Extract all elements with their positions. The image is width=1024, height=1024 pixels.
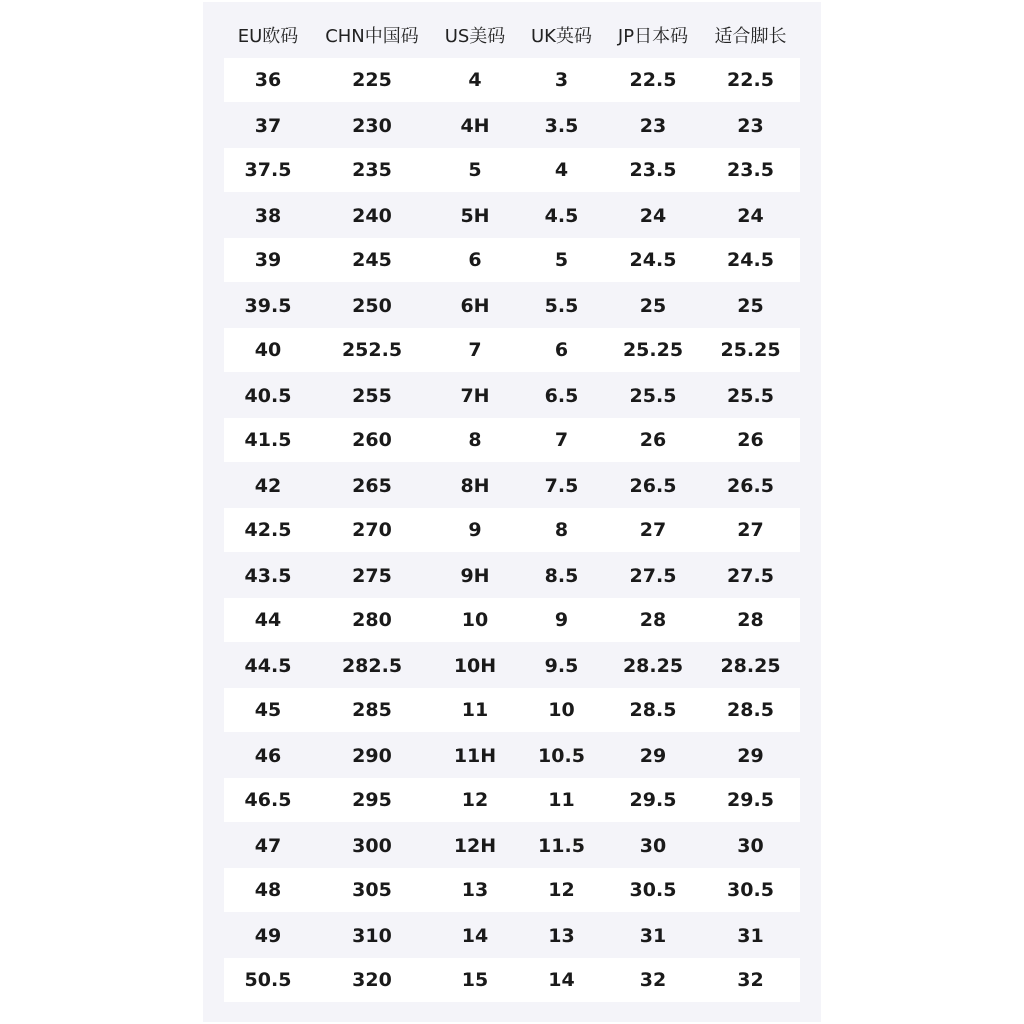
foot-length-cell: 32 — [737, 969, 764, 991]
jp-size-cell: 28.5 — [629, 699, 677, 721]
us-size-cell: 7H — [460, 384, 490, 407]
chn-size-cell: 305 — [352, 879, 392, 901]
chn-size-cell: 235 — [352, 159, 392, 181]
uk-size-cell: 10 — [548, 699, 575, 721]
jp-size-cell: 23 — [639, 114, 667, 137]
chn-size-cell: 230 — [352, 114, 392, 137]
size-chart-panel — [203, 2, 821, 1022]
jp-size-cell: 27.5 — [629, 564, 677, 587]
header-jp: JP日本码 — [617, 26, 689, 47]
chn-size-cell: 270 — [352, 519, 392, 541]
foot-length-cell: 22.5 — [727, 69, 774, 91]
us-size-cell: 10H — [453, 654, 497, 677]
us-size-cell: 6 — [468, 249, 482, 271]
eu-size-cell: 39.5 — [244, 294, 292, 317]
foot-length-cell: 31 — [737, 924, 764, 947]
table-row — [224, 373, 800, 418]
uk-size-cell: 5 — [554, 249, 569, 271]
foot-length-cell: 25.5 — [727, 384, 774, 407]
uk-size-cell: 10.5 — [538, 744, 585, 767]
foot-length-cell: 23 — [737, 114, 764, 137]
jp-size-cell: 24.5 — [629, 249, 677, 271]
us-size-cell: 4 — [468, 69, 482, 91]
table-row — [224, 148, 800, 192]
uk-size-cell: 8 — [554, 519, 569, 541]
table-row — [224, 103, 800, 148]
eu-size-cell: 47 — [254, 834, 282, 857]
chn-size-cell: 250 — [352, 294, 392, 317]
foot-length-cell: 24 — [737, 204, 764, 227]
table-row — [224, 778, 800, 822]
foot-length-cell: 30 — [737, 834, 764, 857]
jp-size-cell: 29.5 — [629, 789, 677, 811]
uk-size-cell: 9 — [554, 609, 569, 631]
foot-length-cell: 23.5 — [727, 159, 774, 181]
foot-length-cell: 30.5 — [727, 879, 774, 901]
table-row — [224, 598, 800, 642]
foot-length-cell: 29.5 — [727, 789, 774, 811]
jp-size-cell: 22.5 — [629, 69, 677, 91]
jp-size-cell: 25 — [639, 294, 667, 317]
jp-size-cell: 30 — [639, 834, 667, 857]
eu-size-cell: 40 — [254, 339, 282, 361]
chn-size-cell: 285 — [352, 699, 392, 721]
chn-size-cell: 275 — [352, 564, 392, 587]
header-us: US美码 — [444, 26, 506, 47]
eu-size-cell: 46 — [254, 744, 282, 767]
table-row — [224, 958, 800, 1002]
header-chn: CHN中国码 — [325, 26, 419, 47]
uk-size-cell: 4 — [554, 159, 569, 181]
eu-size-cell: 38 — [254, 204, 282, 227]
uk-size-cell: 7.5 — [544, 474, 579, 497]
eu-size-cell: 41.5 — [244, 429, 292, 451]
uk-size-cell: 8.5 — [544, 564, 579, 587]
table-row — [224, 823, 800, 868]
chn-size-cell: 310 — [352, 924, 392, 947]
jp-size-cell: 25.5 — [629, 384, 677, 407]
uk-size-cell: 7 — [554, 429, 569, 451]
chn-size-cell: 260 — [352, 429, 392, 451]
eu-size-cell: 42.5 — [244, 519, 292, 541]
foot-length-cell: 28.5 — [727, 699, 774, 721]
table-row — [224, 58, 800, 102]
uk-size-cell: 3 — [554, 69, 569, 91]
chn-size-cell: 255 — [352, 384, 392, 407]
uk-size-cell: 3.5 — [544, 114, 579, 137]
jp-size-cell: 26 — [639, 429, 667, 451]
table-row — [224, 643, 800, 688]
table-row — [224, 508, 800, 552]
chn-size-cell: 225 — [352, 69, 392, 91]
jp-size-cell: 28.25 — [622, 654, 684, 677]
uk-size-cell: 14 — [548, 969, 575, 991]
eu-size-cell: 36 — [254, 69, 282, 91]
uk-size-cell: 13 — [548, 924, 575, 947]
us-size-cell: 4H — [460, 114, 490, 137]
eu-size-cell: 40.5 — [244, 384, 292, 407]
jp-size-cell: 31 — [639, 924, 667, 947]
table-row — [224, 193, 800, 238]
jp-size-cell: 28 — [639, 609, 667, 631]
uk-size-cell: 6 — [554, 339, 569, 361]
us-size-cell: 6H — [460, 294, 490, 317]
us-size-cell: 5H — [460, 204, 490, 227]
chn-size-cell: 280 — [352, 609, 392, 631]
jp-size-cell: 32 — [639, 969, 667, 991]
us-size-cell: 13 — [461, 879, 489, 901]
uk-size-cell: 9.5 — [544, 654, 579, 677]
uk-size-cell: 12 — [548, 879, 575, 901]
foot-length-cell: 29 — [737, 744, 764, 767]
uk-size-cell: 11 — [548, 789, 575, 811]
us-size-cell: 11 — [461, 699, 489, 721]
uk-size-cell: 5.5 — [544, 294, 579, 317]
eu-size-cell: 39 — [254, 249, 282, 271]
header-foot-length: 适合脚长 — [714, 26, 787, 47]
us-size-cell: 9 — [468, 519, 482, 541]
table-row — [224, 913, 800, 958]
eu-size-cell: 37 — [254, 114, 282, 137]
chn-size-cell: 245 — [352, 249, 392, 271]
eu-size-cell: 44 — [254, 609, 282, 631]
uk-size-cell: 6.5 — [544, 384, 579, 407]
foot-length-cell: 26.5 — [727, 474, 774, 497]
us-size-cell: 14 — [461, 924, 489, 947]
header-eu: EU欧码 — [237, 26, 299, 47]
jp-size-cell: 27 — [639, 519, 667, 541]
table-row — [224, 868, 800, 912]
eu-size-cell: 46.5 — [244, 789, 292, 811]
table-row — [224, 688, 800, 732]
us-size-cell: 8 — [468, 429, 482, 451]
jp-size-cell: 25.25 — [622, 339, 684, 361]
table-row — [224, 238, 800, 282]
chn-size-cell: 300 — [352, 834, 392, 857]
foot-length-cell: 25.25 — [720, 339, 781, 361]
chn-size-cell: 252.5 — [341, 339, 403, 361]
foot-length-cell: 24.5 — [727, 249, 774, 271]
chn-size-cell: 320 — [352, 969, 392, 991]
eu-size-cell: 37.5 — [244, 159, 292, 181]
table-row — [224, 733, 800, 778]
us-size-cell: 11H — [453, 744, 497, 767]
eu-size-cell: 45 — [254, 699, 282, 721]
table-row — [224, 328, 800, 372]
table-row — [224, 553, 800, 598]
chn-size-cell: 240 — [352, 204, 392, 227]
header-uk: UK英码 — [531, 26, 592, 47]
us-size-cell: 7 — [468, 339, 482, 361]
chn-size-cell: 265 — [352, 474, 392, 497]
us-size-cell: 12 — [461, 789, 489, 811]
foot-length-cell: 26 — [737, 429, 764, 451]
eu-size-cell: 49 — [254, 924, 282, 947]
jp-size-cell: 24 — [639, 204, 667, 227]
us-size-cell: 10 — [461, 609, 489, 631]
foot-length-cell: 27.5 — [727, 564, 774, 587]
chn-size-cell: 290 — [352, 744, 392, 767]
us-size-cell: 12H — [453, 834, 497, 857]
us-size-cell: 15 — [461, 969, 489, 991]
jp-size-cell: 26.5 — [629, 474, 677, 497]
jp-size-cell: 30.5 — [629, 879, 677, 901]
size-chart-body — [224, 58, 800, 1003]
jp-size-cell: 29 — [639, 744, 667, 767]
eu-size-cell: 43.5 — [244, 564, 292, 587]
eu-size-cell: 44.5 — [244, 654, 292, 677]
jp-size-cell: 23.5 — [629, 159, 677, 181]
us-size-cell: 8H — [460, 474, 490, 497]
table-row — [224, 418, 800, 462]
eu-size-cell: 48 — [254, 879, 282, 901]
eu-size-cell: 42 — [254, 474, 282, 497]
uk-size-cell: 4.5 — [544, 204, 579, 227]
uk-size-cell: 11.5 — [538, 834, 585, 857]
chn-size-cell: 295 — [352, 789, 392, 811]
foot-length-cell: 28.25 — [720, 654, 781, 677]
foot-length-cell: 27 — [737, 519, 764, 541]
us-size-cell: 9H — [460, 564, 490, 587]
foot-length-cell: 28 — [737, 609, 764, 631]
table-row — [224, 463, 800, 508]
table-row — [224, 283, 800, 328]
size-chart-header — [224, 14, 800, 56]
chn-size-cell: 282.5 — [341, 654, 403, 677]
eu-size-cell: 50.5 — [244, 969, 292, 991]
foot-length-cell: 25 — [737, 294, 764, 317]
us-size-cell: 5 — [468, 159, 482, 181]
